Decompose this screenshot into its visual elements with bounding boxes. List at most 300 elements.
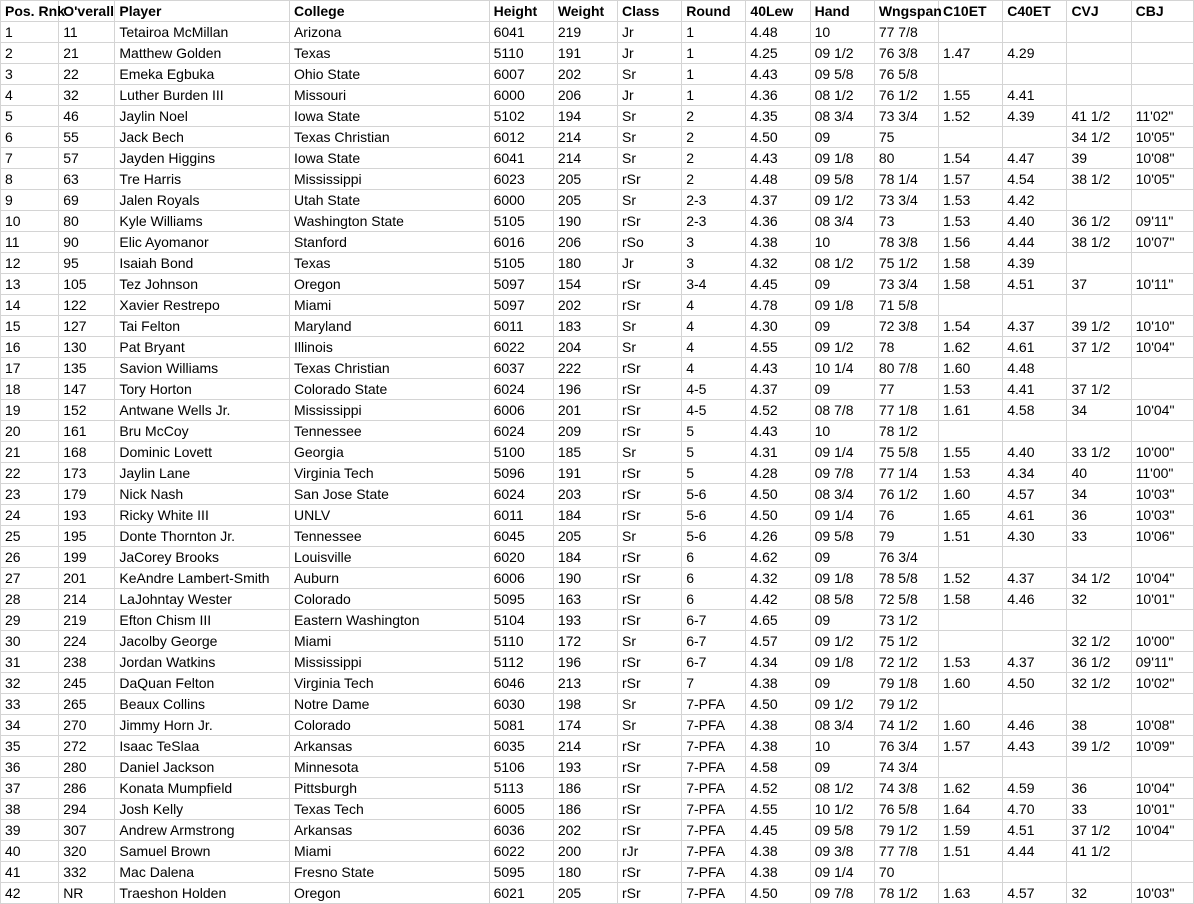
table-cell[interactable]: 206: [553, 85, 617, 106]
table-cell[interactable]: 168: [59, 442, 115, 463]
table-cell[interactable]: 1: [682, 64, 746, 85]
table-cell[interactable]: 10'06": [1131, 526, 1193, 547]
table-cell[interactable]: 186: [553, 799, 617, 820]
table-cell[interactable]: 75 5/8: [874, 442, 938, 463]
table-cell[interactable]: Savion Williams: [115, 358, 290, 379]
table-cell[interactable]: rSr: [618, 862, 682, 883]
table-cell[interactable]: [1067, 421, 1131, 442]
table-cell[interactable]: Antwane Wells Jr.: [115, 400, 290, 421]
table-cell[interactable]: Sr: [618, 148, 682, 169]
table-cell[interactable]: Virginia Tech: [289, 463, 489, 484]
table-cell[interactable]: Oregon: [289, 883, 489, 904]
table-cell[interactable]: 224: [59, 631, 115, 652]
table-cell[interactable]: 2-3: [682, 211, 746, 232]
table-cell[interactable]: 1.60: [939, 715, 1003, 736]
table-cell[interactable]: Iowa State: [289, 148, 489, 169]
table-cell[interactable]: Pat Bryant: [115, 337, 290, 358]
table-cell[interactable]: Colorado: [289, 715, 489, 736]
table-cell[interactable]: 41 1/2: [1067, 106, 1131, 127]
table-cell[interactable]: 5105: [489, 211, 553, 232]
table-cell[interactable]: Jack Bech: [115, 127, 290, 148]
table-cell[interactable]: 09: [810, 547, 874, 568]
table-cell[interactable]: 4.51: [1003, 274, 1067, 295]
table-cell[interactable]: 55: [59, 127, 115, 148]
table-cell[interactable]: Washington State: [289, 211, 489, 232]
table-cell[interactable]: 75 1/2: [874, 253, 938, 274]
table-cell[interactable]: 193: [553, 757, 617, 778]
table-cell[interactable]: 08 3/4: [810, 211, 874, 232]
table-cell[interactable]: 2-3: [682, 190, 746, 211]
table-cell[interactable]: rSr: [618, 400, 682, 421]
table-cell[interactable]: 5: [1, 106, 59, 127]
table-cell[interactable]: 75 1/2: [874, 631, 938, 652]
table-cell[interactable]: 245: [59, 673, 115, 694]
table-cell[interactable]: 203: [553, 484, 617, 505]
table-cell[interactable]: 10'03": [1131, 883, 1193, 904]
table-cell[interactable]: Tennessee: [289, 526, 489, 547]
table-cell[interactable]: 1.57: [939, 736, 1003, 757]
table-cell[interactable]: [939, 421, 1003, 442]
table-cell[interactable]: 2: [682, 127, 746, 148]
table-cell[interactable]: [1131, 358, 1193, 379]
table-cell[interactable]: [1131, 64, 1193, 85]
table-cell[interactable]: 4.38: [746, 232, 810, 253]
table-cell[interactable]: 209: [553, 421, 617, 442]
table-cell[interactable]: 09 1/4: [810, 505, 874, 526]
table-cell[interactable]: 79 1/2: [874, 820, 938, 841]
table-cell[interactable]: 34: [1067, 400, 1131, 421]
table-cell[interactable]: 196: [553, 652, 617, 673]
table-cell[interactable]: 5: [682, 463, 746, 484]
table-cell[interactable]: 1.57: [939, 169, 1003, 190]
table-cell[interactable]: Andrew Armstrong: [115, 820, 290, 841]
table-cell[interactable]: [1131, 22, 1193, 43]
table-cell[interactable]: 09 1/2: [810, 631, 874, 652]
table-cell[interactable]: 33: [1067, 526, 1131, 547]
table-cell[interactable]: 28: [1, 589, 59, 610]
table-cell[interactable]: 214: [553, 148, 617, 169]
table-cell[interactable]: 201: [59, 568, 115, 589]
table-cell[interactable]: 10'11": [1131, 274, 1193, 295]
table-cell[interactable]: Tetairoa McMillan: [115, 22, 290, 43]
table-cell[interactable]: Efton Chism III: [115, 610, 290, 631]
table-cell[interactable]: 22: [1, 463, 59, 484]
table-cell[interactable]: 1.64: [939, 799, 1003, 820]
table-cell[interactable]: Colorado: [289, 589, 489, 610]
table-cell[interactable]: 4: [1, 85, 59, 106]
table-cell[interactable]: Jaylin Lane: [115, 463, 290, 484]
table-cell[interactable]: 219: [59, 610, 115, 631]
table-cell[interactable]: [939, 64, 1003, 85]
table-cell[interactable]: Ricky White III: [115, 505, 290, 526]
table-cell[interactable]: 201: [553, 400, 617, 421]
table-cell[interactable]: Tre Harris: [115, 169, 290, 190]
table-cell[interactable]: 1.60: [939, 358, 1003, 379]
table-cell[interactable]: rSr: [618, 610, 682, 631]
table-cell[interactable]: 6: [682, 589, 746, 610]
table-cell[interactable]: 4.37: [746, 190, 810, 211]
table-cell[interactable]: 4.61: [1003, 505, 1067, 526]
table-cell[interactable]: Jr: [618, 43, 682, 64]
table-cell[interactable]: 74 3/8: [874, 778, 938, 799]
table-cell[interactable]: Sr: [618, 127, 682, 148]
table-cell[interactable]: 6022: [489, 337, 553, 358]
table-cell[interactable]: [939, 547, 1003, 568]
table-cell[interactable]: 5102: [489, 106, 553, 127]
table-cell[interactable]: 5095: [489, 862, 553, 883]
table-cell[interactable]: 31: [1, 652, 59, 673]
table-cell[interactable]: 6041: [489, 148, 553, 169]
table-cell[interactable]: 42: [1, 883, 59, 904]
table-cell[interactable]: 32 1/2: [1067, 673, 1131, 694]
table-cell[interactable]: 10 1/2: [810, 799, 874, 820]
table-cell[interactable]: 10'03": [1131, 484, 1193, 505]
table-cell[interactable]: [1003, 862, 1067, 883]
table-cell[interactable]: 185: [553, 442, 617, 463]
table-cell[interactable]: Pittsburgh: [289, 778, 489, 799]
table-cell[interactable]: 4.40: [1003, 442, 1067, 463]
table-cell[interactable]: 16: [1, 337, 59, 358]
table-cell[interactable]: 09 5/8: [810, 526, 874, 547]
table-cell[interactable]: Dominic Lovett: [115, 442, 290, 463]
table-cell[interactable]: [939, 22, 1003, 43]
column-header[interactable]: Pos. Rnk: [1, 1, 59, 22]
table-cell[interactable]: 10: [1, 211, 59, 232]
table-cell[interactable]: Jordan Watkins: [115, 652, 290, 673]
table-cell[interactable]: 34: [1, 715, 59, 736]
table-cell[interactable]: 78 1/4: [874, 169, 938, 190]
table-cell[interactable]: 147: [59, 379, 115, 400]
table-cell[interactable]: Virginia Tech: [289, 673, 489, 694]
table-cell[interactable]: 78 3/8: [874, 232, 938, 253]
table-cell[interactable]: 10'04": [1131, 778, 1193, 799]
table-cell[interactable]: Tory Horton: [115, 379, 290, 400]
table-cell[interactable]: 77 1/8: [874, 400, 938, 421]
table-cell[interactable]: [1003, 295, 1067, 316]
table-cell[interactable]: 22: [59, 64, 115, 85]
table-cell[interactable]: 6007: [489, 64, 553, 85]
table-cell[interactable]: Tai Felton: [115, 316, 290, 337]
table-cell[interactable]: [939, 295, 1003, 316]
table-cell[interactable]: 29: [1, 610, 59, 631]
table-cell[interactable]: 36 1/2: [1067, 211, 1131, 232]
table-cell[interactable]: [1003, 757, 1067, 778]
table-cell[interactable]: 30: [1, 631, 59, 652]
table-cell[interactable]: [1003, 547, 1067, 568]
table-cell[interactable]: Miami: [289, 295, 489, 316]
table-cell[interactable]: 5105: [489, 253, 553, 274]
table-cell[interactable]: 1.55: [939, 85, 1003, 106]
table-cell[interactable]: Josh Kelly: [115, 799, 290, 820]
table-cell[interactable]: [1067, 85, 1131, 106]
table-cell[interactable]: Sr: [618, 190, 682, 211]
table-cell[interactable]: 286: [59, 778, 115, 799]
table-cell[interactable]: 4.57: [1003, 883, 1067, 904]
table-cell[interactable]: 5097: [489, 274, 553, 295]
table-cell[interactable]: 11: [59, 22, 115, 43]
table-cell[interactable]: 183: [553, 316, 617, 337]
table-cell[interactable]: 1.53: [939, 652, 1003, 673]
table-cell[interactable]: 280: [59, 757, 115, 778]
table-cell[interactable]: 08 7/8: [810, 400, 874, 421]
table-cell[interactable]: 10'02": [1131, 673, 1193, 694]
table-cell[interactable]: 74 1/2: [874, 715, 938, 736]
table-cell[interactable]: [1003, 631, 1067, 652]
table-cell[interactable]: 1.60: [939, 673, 1003, 694]
column-header[interactable]: 40Lew: [746, 1, 810, 22]
table-cell[interactable]: 4.37: [1003, 652, 1067, 673]
table-cell[interactable]: Elic Ayomanor: [115, 232, 290, 253]
table-cell[interactable]: 7: [682, 673, 746, 694]
table-cell[interactable]: Jayden Higgins: [115, 148, 290, 169]
table-cell[interactable]: 195: [59, 526, 115, 547]
table-cell[interactable]: Sr: [618, 526, 682, 547]
table-cell[interactable]: 174: [553, 715, 617, 736]
table-cell[interactable]: [1067, 22, 1131, 43]
table-cell[interactable]: 4.58: [1003, 400, 1067, 421]
table-cell[interactable]: 198: [553, 694, 617, 715]
table-cell[interactable]: Daniel Jackson: [115, 757, 290, 778]
table-cell[interactable]: 72 3/8: [874, 316, 938, 337]
table-cell[interactable]: 4.55: [746, 799, 810, 820]
table-cell[interactable]: 6036: [489, 820, 553, 841]
table-cell[interactable]: 10: [810, 736, 874, 757]
table-cell[interactable]: 1.58: [939, 253, 1003, 274]
table-cell[interactable]: 265: [59, 694, 115, 715]
table-cell[interactable]: [939, 694, 1003, 715]
table-cell[interactable]: 193: [553, 610, 617, 631]
table-cell[interactable]: 20: [1, 421, 59, 442]
table-cell[interactable]: 4: [682, 316, 746, 337]
table-cell[interactable]: 4.62: [746, 547, 810, 568]
table-cell[interactable]: [1131, 253, 1193, 274]
table-cell[interactable]: 4.44: [1003, 841, 1067, 862]
table-cell[interactable]: 6024: [489, 484, 553, 505]
column-header[interactable]: Player: [115, 1, 290, 22]
table-cell[interactable]: 73 3/4: [874, 106, 938, 127]
table-cell[interactable]: Utah State: [289, 190, 489, 211]
table-cell[interactable]: 10 1/4: [810, 358, 874, 379]
table-cell[interactable]: [939, 127, 1003, 148]
table-cell[interactable]: 09 1/8: [810, 652, 874, 673]
table-cell[interactable]: 4.38: [746, 862, 810, 883]
table-cell[interactable]: 206: [553, 232, 617, 253]
table-cell[interactable]: 4.39: [1003, 106, 1067, 127]
table-cell[interactable]: 6006: [489, 568, 553, 589]
table-cell[interactable]: 1.65: [939, 505, 1003, 526]
table-cell[interactable]: [1067, 253, 1131, 274]
table-cell[interactable]: [1003, 694, 1067, 715]
table-cell[interactable]: 193: [59, 505, 115, 526]
table-cell[interactable]: 3: [1, 64, 59, 85]
table-cell[interactable]: 08 3/4: [810, 106, 874, 127]
table-cell[interactable]: 222: [553, 358, 617, 379]
column-header[interactable]: Class: [618, 1, 682, 22]
table-cell[interactable]: 6000: [489, 85, 553, 106]
table-cell[interactable]: 74 3/4: [874, 757, 938, 778]
table-cell[interactable]: 09: [810, 127, 874, 148]
table-cell[interactable]: 1: [682, 43, 746, 64]
table-cell[interactable]: 5081: [489, 715, 553, 736]
table-cell[interactable]: [939, 610, 1003, 631]
table-cell[interactable]: 180: [553, 862, 617, 883]
table-cell[interactable]: 4.35: [746, 106, 810, 127]
table-cell[interactable]: 4.36: [746, 85, 810, 106]
table-cell[interactable]: 77 1/4: [874, 463, 938, 484]
table-cell[interactable]: 35: [1, 736, 59, 757]
table-cell[interactable]: [939, 862, 1003, 883]
table-cell[interactable]: 1.55: [939, 442, 1003, 463]
table-cell[interactable]: 202: [553, 295, 617, 316]
table-cell[interactable]: NR: [59, 883, 115, 904]
table-cell[interactable]: JaCorey Brooks: [115, 547, 290, 568]
table-cell[interactable]: 4.43: [746, 64, 810, 85]
table-cell[interactable]: 08 1/2: [810, 253, 874, 274]
table-cell[interactable]: 5-6: [682, 484, 746, 505]
table-cell[interactable]: Tez Johnson: [115, 274, 290, 295]
table-cell[interactable]: 4.38: [746, 673, 810, 694]
table-cell[interactable]: 38: [1067, 715, 1131, 736]
table-cell[interactable]: 11'00": [1131, 463, 1193, 484]
table-cell[interactable]: [1131, 421, 1193, 442]
table-cell[interactable]: Tennessee: [289, 421, 489, 442]
table-cell[interactable]: 7-PFA: [682, 883, 746, 904]
table-cell[interactable]: 10'05": [1131, 127, 1193, 148]
table-cell[interactable]: 71 5/8: [874, 295, 938, 316]
table-cell[interactable]: 294: [59, 799, 115, 820]
table-cell[interactable]: [1067, 295, 1131, 316]
table-cell[interactable]: 5106: [489, 757, 553, 778]
column-header[interactable]: Wngspan: [874, 1, 938, 22]
table-cell[interactable]: 78 1/2: [874, 883, 938, 904]
column-header[interactable]: Round: [682, 1, 746, 22]
table-cell[interactable]: 38 1/2: [1067, 169, 1131, 190]
table-cell[interactable]: 4.41: [1003, 85, 1067, 106]
table-cell[interactable]: 4.43: [1003, 736, 1067, 757]
table-cell[interactable]: Jaylin Noel: [115, 106, 290, 127]
table-cell[interactable]: 3-4: [682, 274, 746, 295]
table-cell[interactable]: 4.30: [746, 316, 810, 337]
table-cell[interactable]: Sr: [618, 64, 682, 85]
table-cell[interactable]: 4.31: [746, 442, 810, 463]
table-cell[interactable]: rSr: [618, 211, 682, 232]
table-cell[interactable]: Mississippi: [289, 400, 489, 421]
table-cell[interactable]: Sr: [618, 631, 682, 652]
table-cell[interactable]: 37 1/2: [1067, 337, 1131, 358]
table-cell[interactable]: 7-PFA: [682, 694, 746, 715]
table-cell[interactable]: 5-6: [682, 505, 746, 526]
table-cell[interactable]: rSr: [618, 736, 682, 757]
table-cell[interactable]: 39: [1, 820, 59, 841]
table-cell[interactable]: rSr: [618, 883, 682, 904]
table-cell[interactable]: rSr: [618, 568, 682, 589]
table-cell[interactable]: 5095: [489, 589, 553, 610]
table-cell[interactable]: 9: [1, 190, 59, 211]
column-header[interactable]: Hand: [810, 1, 874, 22]
table-cell[interactable]: 4.50: [746, 484, 810, 505]
table-cell[interactable]: Traeshon Holden: [115, 883, 290, 904]
table-cell[interactable]: [1131, 295, 1193, 316]
table-cell[interactable]: rSr: [618, 484, 682, 505]
table-cell[interactable]: Mississippi: [289, 169, 489, 190]
table-cell[interactable]: [1067, 610, 1131, 631]
table-cell[interactable]: 5113: [489, 778, 553, 799]
table-cell[interactable]: Kyle Williams: [115, 211, 290, 232]
table-cell[interactable]: [1131, 841, 1193, 862]
table-cell[interactable]: Sr: [618, 694, 682, 715]
table-cell[interactable]: rSr: [618, 463, 682, 484]
table-cell[interactable]: 191: [553, 43, 617, 64]
table-cell[interactable]: 213: [553, 673, 617, 694]
table-cell[interactable]: 4.54: [1003, 169, 1067, 190]
table-cell[interactable]: 4.30: [1003, 526, 1067, 547]
table-cell[interactable]: Colorado State: [289, 379, 489, 400]
table-cell[interactable]: Arkansas: [289, 736, 489, 757]
table-cell[interactable]: 5: [682, 421, 746, 442]
column-header[interactable]: Weight: [553, 1, 617, 22]
table-cell[interactable]: Jr: [618, 22, 682, 43]
table-cell[interactable]: 09'11": [1131, 652, 1193, 673]
table-cell[interactable]: 09 5/8: [810, 169, 874, 190]
table-cell[interactable]: Oregon: [289, 274, 489, 295]
table-cell[interactable]: 202: [553, 64, 617, 85]
table-cell[interactable]: 7-PFA: [682, 715, 746, 736]
table-cell[interactable]: [1067, 64, 1131, 85]
table-cell[interactable]: Sr: [618, 316, 682, 337]
column-header[interactable]: College: [289, 1, 489, 22]
table-cell[interactable]: 4.59: [1003, 778, 1067, 799]
table-cell[interactable]: 79 1/8: [874, 673, 938, 694]
table-cell[interactable]: Samuel Brown: [115, 841, 290, 862]
table-cell[interactable]: 08 1/2: [810, 85, 874, 106]
table-cell[interactable]: 38 1/2: [1067, 232, 1131, 253]
table-cell[interactable]: 2: [1, 43, 59, 64]
table-cell[interactable]: 4-5: [682, 400, 746, 421]
table-cell[interactable]: 270: [59, 715, 115, 736]
table-cell[interactable]: [1131, 379, 1193, 400]
table-cell[interactable]: 09 7/8: [810, 883, 874, 904]
table-cell[interactable]: 40: [1067, 463, 1131, 484]
table-cell[interactable]: [1131, 610, 1193, 631]
table-cell[interactable]: 76 1/2: [874, 85, 938, 106]
table-cell[interactable]: 32: [1, 673, 59, 694]
table-cell[interactable]: [1067, 694, 1131, 715]
table-cell[interactable]: 205: [553, 190, 617, 211]
table-cell[interactable]: 33: [1, 694, 59, 715]
table-cell[interactable]: 238: [59, 652, 115, 673]
table-cell[interactable]: 4.34: [746, 652, 810, 673]
table-cell[interactable]: 39: [1067, 148, 1131, 169]
table-cell[interactable]: 172: [553, 631, 617, 652]
table-cell[interactable]: 09 1/8: [810, 148, 874, 169]
table-cell[interactable]: 4.57: [1003, 484, 1067, 505]
table-cell[interactable]: 1.59: [939, 820, 1003, 841]
table-cell[interactable]: 10'10": [1131, 316, 1193, 337]
table-cell[interactable]: Jimmy Horn Jr.: [115, 715, 290, 736]
table-cell[interactable]: Jacolby George: [115, 631, 290, 652]
table-cell[interactable]: 46: [59, 106, 115, 127]
table-cell[interactable]: 6024: [489, 379, 553, 400]
table-cell[interactable]: 7-PFA: [682, 757, 746, 778]
table-cell[interactable]: Missouri: [289, 85, 489, 106]
table-cell[interactable]: 4: [682, 358, 746, 379]
table-cell[interactable]: Texas Tech: [289, 799, 489, 820]
table-cell[interactable]: 6: [1, 127, 59, 148]
table-cell[interactable]: 4.50: [1003, 673, 1067, 694]
table-cell[interactable]: [1067, 757, 1131, 778]
table-cell[interactable]: Bru McCoy: [115, 421, 290, 442]
table-cell[interactable]: 152: [59, 400, 115, 421]
